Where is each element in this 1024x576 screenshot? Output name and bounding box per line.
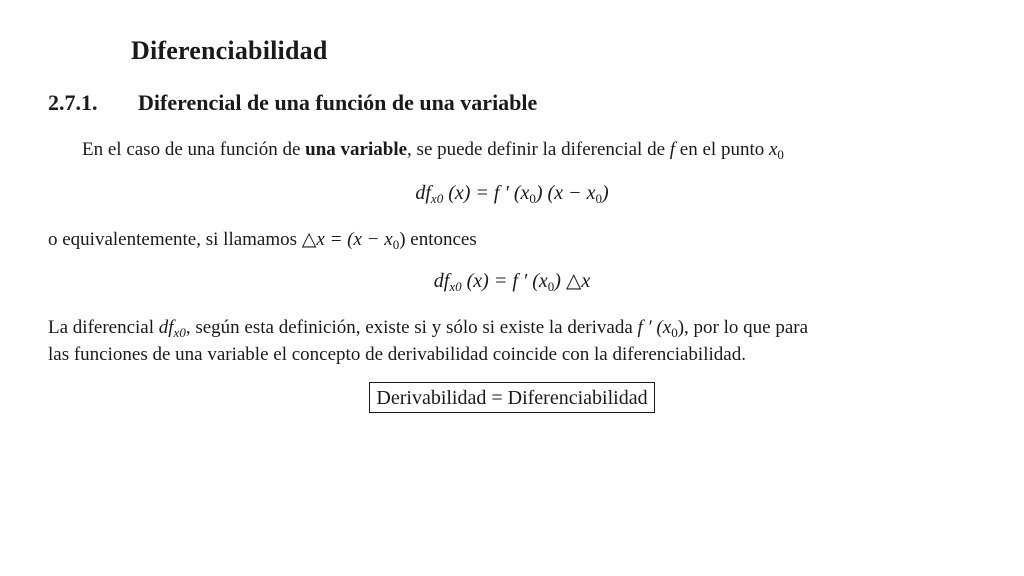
eq2-text2: ) △x — [554, 270, 591, 292]
concl-fprime-sub: 0 — [671, 325, 678, 340]
eq2-lhs: df — [433, 270, 450, 292]
intro-text-mid: , se puede definir la diferencial de — [407, 139, 670, 160]
intro-paragraph — [82, 137, 784, 163]
equiv-delta: △x = (x − x — [301, 229, 393, 250]
section-title: Diferencial de una función de una variable — [138, 90, 538, 115]
concl-text-end: ), por lo que para — [677, 317, 809, 338]
intro-text-start: En el caso de una función de — [82, 139, 306, 160]
eq1-sub1: 0 — [595, 191, 602, 206]
intro-text-mid2: en el punto — [675, 139, 769, 160]
section-heading — [48, 90, 537, 116]
equation-differential — [0, 182, 1024, 205]
concl-fprime: f ′ (x — [637, 317, 672, 338]
eq1-text3: ) — [601, 182, 609, 204]
eq1-text2: ) (x − x — [535, 182, 596, 204]
intro-f: f — [669, 139, 676, 160]
chapter-title: Diferenciabilidad — [131, 36, 328, 65]
intro-x0-sub: 0 — [777, 147, 784, 162]
concl-df-sub: x0 — [173, 325, 186, 340]
section-number: 2.7.1. — [48, 90, 98, 115]
conclusion-line-1 — [48, 315, 808, 341]
eq2-lhs-sub: x0 — [449, 279, 462, 294]
eq1-lhs: df — [415, 182, 431, 204]
equation-delta — [0, 268, 1024, 293]
eq2-text: (x) = f ′ (x — [461, 270, 548, 292]
boxed-result-wrapper — [0, 382, 1024, 413]
concl-text-start: La diferencial — [48, 317, 159, 338]
intro-bold: una variable — [305, 139, 408, 160]
boxed-result: Derivabilidad = Diferenciabilidad — [369, 382, 654, 413]
eq1-text: (x) = f ′ (x — [443, 182, 530, 204]
intro-x0: x — [768, 139, 778, 160]
equiv-delta-sub: 0 — [392, 237, 400, 252]
eq1-sub0: 0 — [529, 191, 536, 206]
equiv-text-start: o equivalentemente, si llamamos — [48, 229, 302, 250]
conclusion-line-2: las funciones de una variable el concepto de derivabilidad coincide con la diferenciabilidad. — [48, 344, 746, 365]
concl-text-mid: , según esta definición, existe si y sólo si existe la derivada — [185, 317, 638, 338]
concl-df: df — [158, 317, 174, 338]
equiv-delta-end: ) — [399, 229, 406, 250]
eq1-lhs-sub: x0 — [430, 191, 444, 206]
equiv-text-end: entonces — [405, 229, 477, 250]
eq2-sub0: 0 — [547, 279, 555, 294]
equivalent-paragraph — [48, 227, 477, 253]
